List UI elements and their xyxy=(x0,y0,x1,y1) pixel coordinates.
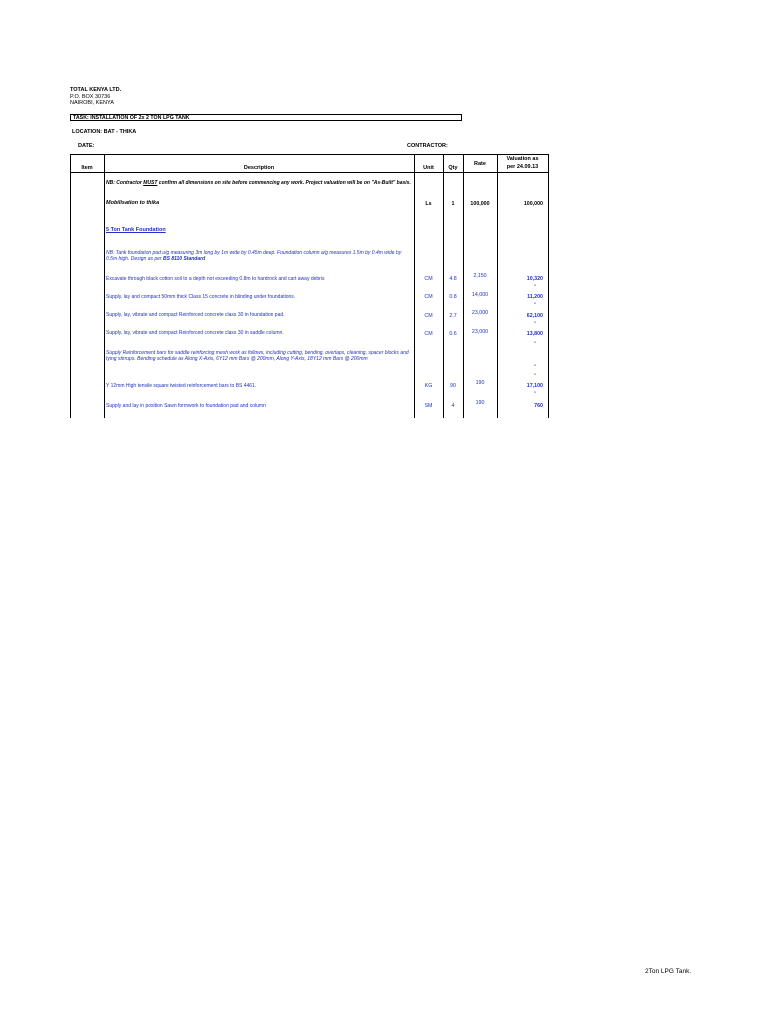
row-column-dash: - xyxy=(534,340,536,346)
row-excavate-rate: 2,150 xyxy=(473,273,487,279)
row-blinding-value: 11,200 xyxy=(527,294,543,300)
col-line-unit xyxy=(443,154,444,418)
col-header-rate: Rate xyxy=(474,161,486,167)
row-column-qty: 0.6 xyxy=(449,331,457,337)
row-formwork-rate: 190 xyxy=(475,400,485,406)
row-excavate-dash: - xyxy=(534,283,536,289)
company-name: TOTAL KENYA LTD. xyxy=(70,87,122,93)
row-excavate-desc: Excavate through black cotton soil to a depth not exceeding 0.8m to hardrock and cart away debris xyxy=(106,276,325,282)
row-mobilisation-unit: Ls xyxy=(425,201,432,207)
col-line-left xyxy=(70,154,71,418)
row-blinding-dash: - xyxy=(534,301,536,307)
col-header-qty: Qty xyxy=(448,165,458,171)
row-mobilisation-value: 100,000 xyxy=(523,201,543,207)
col-line-desc xyxy=(414,154,415,418)
row-column-value: 13,800 xyxy=(526,331,543,337)
row-column-unit: CM xyxy=(424,331,433,337)
row-blinding-qty: 0.8 xyxy=(449,294,457,300)
location-label: LOCATION: BAT - THIKA xyxy=(72,129,137,135)
rebar-dash-2: - xyxy=(534,372,536,378)
col-line-rate xyxy=(497,154,498,418)
col-header-unit: Unit xyxy=(423,165,434,171)
row-excavate-qty: 4.8 xyxy=(449,276,457,282)
row-pad-unit: CM xyxy=(424,313,433,319)
contractor-note: NB: Contractor MUST confirm all dimensions on site before commencing any work. Project valuation will be on "As-Built" basis. xyxy=(106,180,411,186)
row-blinding-desc: Supply, lay and compact 50mm thick Class 15 concrete in blinding under foundations. xyxy=(106,294,296,300)
row-pad-desc: Supply, lay, vibrate and compact Reinforced concrete class 30 in foundation pad. xyxy=(106,312,285,318)
col-header-valuation-1: Valuation as xyxy=(506,156,539,162)
table-top-line xyxy=(70,154,548,155)
task-box xyxy=(70,114,462,121)
col-line-right xyxy=(548,154,549,418)
row-blinding-rate: 14,000 xyxy=(471,292,489,298)
row-formwork-value: 760 xyxy=(534,403,543,409)
rebar-dash-1: - xyxy=(534,363,536,369)
row-column-desc: Supply, lay, vibrate and compact Reinforced concrete class 30 in saddle column. xyxy=(106,330,284,336)
row-mobilisation-desc: Mobilisation to thika xyxy=(106,200,160,206)
contractor-label: CONTRACTOR: xyxy=(407,143,448,149)
row-blinding-unit: CM xyxy=(424,294,433,300)
col-header-item: Item xyxy=(81,165,93,171)
company-city: NAIROBI, KENYA xyxy=(70,100,114,106)
row-mobilisation-rate: 100,000 xyxy=(470,201,490,207)
row-formwork-unit: SM xyxy=(424,403,433,409)
row-excavate-value: 10,320 xyxy=(526,276,543,282)
row-bars-desc: Y 12mm High tensile square twisted reinforcement bars to BS 4461. xyxy=(106,383,257,389)
col-header-valuation-2: per 24.09.13 xyxy=(506,164,539,170)
company-box: P.O. BOX 30736 xyxy=(70,94,111,100)
row-column-rate: 23,000 xyxy=(471,329,489,335)
row-bars-unit: KG xyxy=(424,383,433,389)
col-header-description: Description xyxy=(243,165,275,171)
row-bars-value: 17,100 xyxy=(526,383,543,389)
task-title: TASK: INSTALLATION OF 2x 2 TON LPG TANK xyxy=(73,115,190,121)
row-bars-qty: 90 xyxy=(450,383,456,389)
row-bars-rate: 190 xyxy=(475,380,485,386)
row-formwork-desc: Supply and lay in position Sawn formwork to foundation pad and column xyxy=(106,403,266,409)
row-pad-value: 62,100 xyxy=(526,313,543,319)
row-pad-rate: 23,000 xyxy=(471,310,489,316)
foundation-note: NB: Tank foundation pad u/g measuring 3m long by 1m wide by 0.45m deep. Foundation column a/g measures 1.5m by 0.4m wide by 0.5m high. Design as per BS 8110 Standard xyxy=(106,250,402,263)
row-pad-dash: - xyxy=(534,320,536,326)
row-pad-qty: 2.7 xyxy=(449,313,457,319)
date-label: DATE: xyxy=(78,143,95,149)
page-footer: 2Ton LPG Tank. xyxy=(645,968,692,975)
col-line-item xyxy=(104,154,105,418)
section-heading: 5 Ton Tank Foundation xyxy=(106,227,166,233)
row-excavate-unit: CM xyxy=(424,276,433,282)
rebar-note: Supply Reinforcement bars for saddle reinforcing mesh work as follows, including cutting, bending, overlaps, cleaning, spacer blocks and tying stirrups. Bending schedule as Along X-Axis, 6Y12 mm Bars @ 200mm, Along Y-Axis, 18Y12 mm Bars @ 200mm xyxy=(106,350,409,363)
col-line-qty xyxy=(463,154,464,418)
row-mobilisation-qty: 1 xyxy=(451,201,455,207)
table-header-line xyxy=(70,172,548,173)
row-bars-dash: - xyxy=(534,390,536,396)
row-formwork-qty: 4 xyxy=(451,403,455,409)
